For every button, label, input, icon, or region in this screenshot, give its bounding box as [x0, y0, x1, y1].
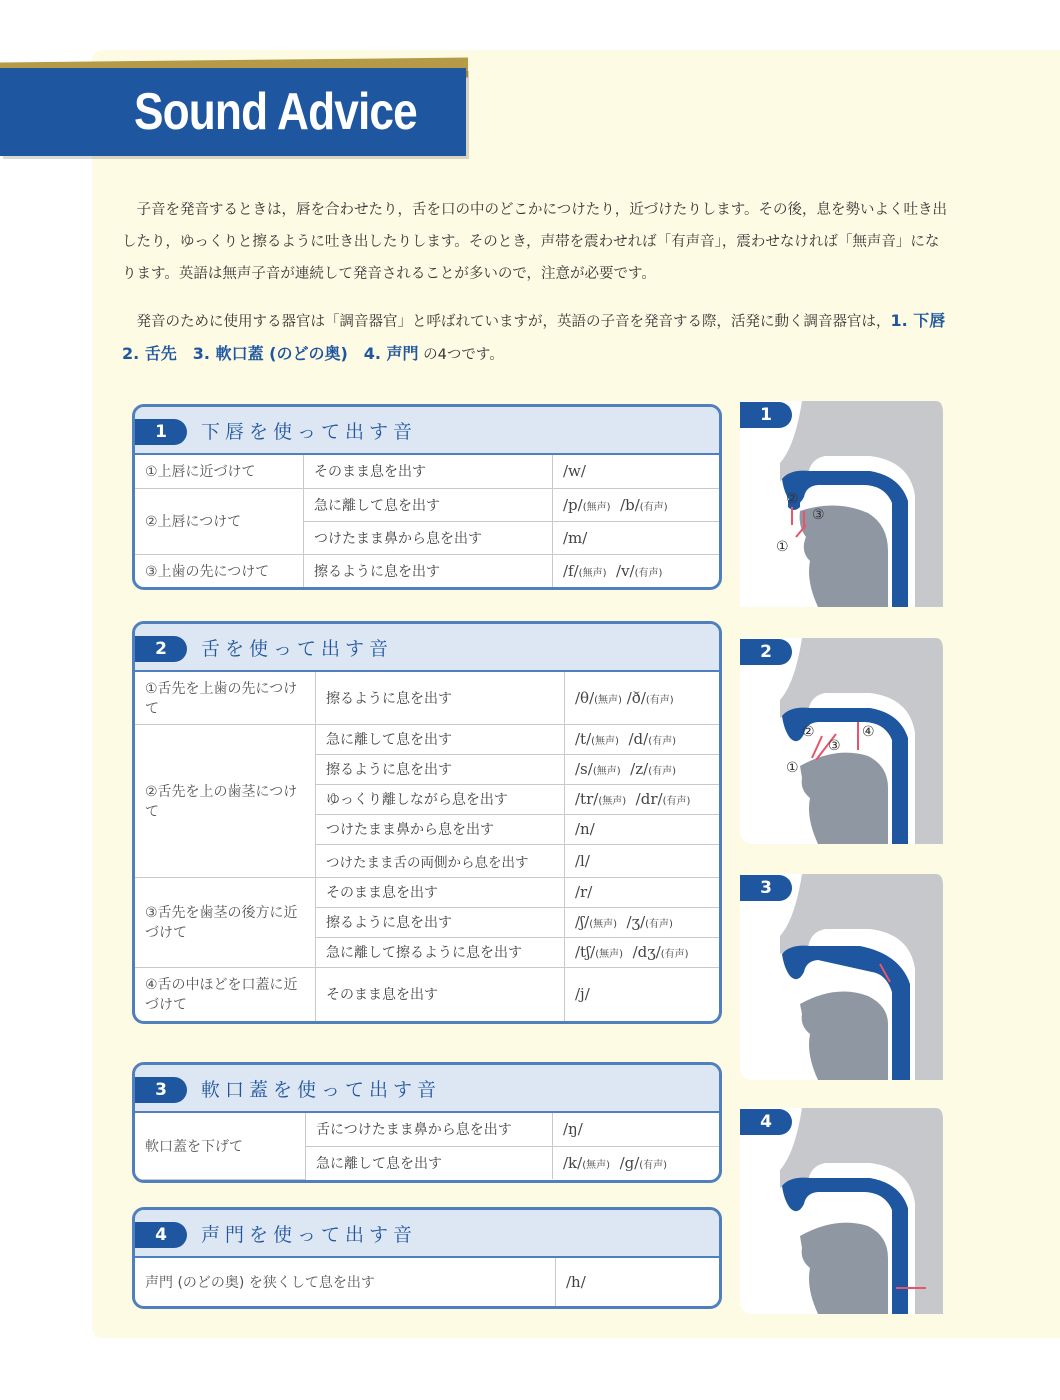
- action-cell: 擦るように息を出す: [316, 907, 565, 937]
- mouth-diagram-soft-palate: [740, 874, 943, 1080]
- marker-4: ④: [862, 724, 875, 740]
- phoneme: /j/: [575, 985, 590, 1004]
- phoneme: /ʃ/: [575, 913, 590, 931]
- phoneme: /k/: [563, 1153, 583, 1172]
- marker-2: ②: [802, 724, 815, 740]
- table-row: [135, 967, 719, 1021]
- phoneme-cell: [553, 1113, 720, 1146]
- voiceless-tag: (無声): [578, 567, 607, 579]
- phoneme-cell: [565, 967, 720, 1021]
- organ-position-cell: 声門 (のどの奥) を狭くして息を出す: [135, 1258, 556, 1306]
- mouth-diagram-lower-lip: [740, 401, 943, 607]
- mouth-diagram-glottis: [740, 1108, 943, 1314]
- action-cell: そのまま息を出す: [316, 967, 565, 1021]
- organ-position-cell: ②舌先を上の歯茎につけて: [135, 724, 316, 877]
- section-title-3: 軟口蓋を使って出す音: [201, 1079, 442, 1101]
- intro-paragraph-1: [122, 194, 952, 290]
- phoneme: /w/: [563, 462, 586, 481]
- voiced-tag: (有声): [660, 949, 689, 960]
- table-row: [135, 488, 719, 521]
- phoneme: /f/: [563, 561, 579, 580]
- marker-3: ③: [812, 507, 825, 523]
- phoneme: /tʃ/: [575, 943, 596, 961]
- voiceless-tag: (無声): [592, 766, 621, 777]
- organ-position-cell: ④舌の中ほどを口蓋に近づけて: [135, 967, 316, 1021]
- section-number-1: 1: [135, 419, 187, 445]
- intro-text-2a: 発音のために使用する器官は「調音器官」と呼ばれていますが，英語の子音を発音する際，活発に動く調音器官は，: [136, 314, 891, 330]
- voiced-tag: (有声): [648, 766, 676, 777]
- section-number-3: 3: [135, 1077, 187, 1103]
- phoneme: /n/: [575, 820, 595, 838]
- table-row: [135, 672, 719, 724]
- action-cell: 舌につけたまま鼻から息を出す: [306, 1113, 553, 1146]
- phoneme: /dʒ/: [632, 943, 661, 961]
- phoneme-cell: [553, 554, 720, 587]
- voiceless-tag: (無声): [582, 1159, 611, 1171]
- voiced-tag: (有声): [639, 1159, 668, 1171]
- voiceless-tag: (無声): [589, 919, 617, 930]
- voiced-tag: (有声): [639, 501, 668, 513]
- organ-position-cell: ①上唇に近づけて: [135, 455, 304, 488]
- action-cell: 急に離して息を出す: [316, 724, 565, 754]
- voiceless-tag: (無声): [582, 501, 611, 513]
- phoneme: /l/: [575, 851, 590, 870]
- phoneme: /tr/: [575, 790, 599, 808]
- phoneme: /t/: [575, 730, 592, 748]
- diagram-number-1: 1: [740, 402, 792, 428]
- section-title-1: 下唇を使って出す音: [201, 421, 418, 443]
- voiced-tag: (有声): [645, 919, 673, 930]
- section-header-2: [135, 624, 719, 672]
- phoneme-cell: [553, 521, 720, 554]
- organ-position-cell: 軟口蓋を下げて: [135, 1113, 306, 1179]
- marker-1: ①: [776, 539, 789, 555]
- section-box-4: [132, 1207, 722, 1309]
- phoneme: /m/: [563, 528, 588, 547]
- intro-text-2: [122, 305, 962, 371]
- diagram-number-4: 4: [740, 1109, 792, 1135]
- section-box-1: [132, 404, 722, 590]
- phoneme: /z/: [630, 760, 649, 778]
- section-title-4: 声門を使って出す音: [201, 1224, 418, 1246]
- marker-3: ③: [828, 738, 841, 754]
- section-number-2: 2: [135, 636, 187, 662]
- action-cell: 急に離して息を出す: [306, 1146, 553, 1179]
- section-header-4: [135, 1210, 719, 1258]
- diagram-number-3: 3: [740, 875, 792, 901]
- voiceless-tag: (無声): [598, 796, 627, 807]
- sound-table-3: [135, 1113, 719, 1180]
- phoneme: /d/: [628, 730, 649, 748]
- action-cell: 擦るように息を出す: [316, 672, 565, 724]
- intro-paragraph-2: [122, 305, 962, 371]
- voiceless-tag: (無声): [591, 736, 619, 747]
- phoneme: /h/: [566, 1273, 586, 1291]
- voiced-tag: (有声): [645, 694, 674, 706]
- phoneme: /dr/: [635, 790, 663, 808]
- phoneme-cell: [556, 1258, 720, 1306]
- phoneme: /v/: [616, 561, 635, 580]
- action-cell: そのまま息を出す: [304, 455, 553, 488]
- voiced-tag: (有声): [648, 736, 677, 747]
- marker-2: ②: [786, 491, 799, 507]
- marker-1: ①: [786, 760, 799, 776]
- phoneme: /ŋ/: [563, 1120, 583, 1139]
- organ-position-cell: ①舌先を上歯の先につけて: [135, 672, 316, 724]
- phoneme: /s/: [575, 760, 593, 778]
- table-row: [135, 1113, 719, 1146]
- phoneme-cell: [553, 1146, 720, 1179]
- section-box-3: [132, 1062, 722, 1183]
- page-title: Sound Advice: [134, 83, 417, 141]
- phoneme: /ʒ/: [626, 913, 646, 931]
- phoneme-cell: [565, 937, 720, 967]
- sound-table-2: [135, 672, 719, 1021]
- action-cell: 急に離して息を出す: [304, 488, 553, 521]
- phoneme-cell: [565, 814, 720, 844]
- organ-position-cell: ②上唇につけて: [135, 488, 304, 554]
- phoneme: /θ/: [575, 688, 595, 707]
- section-title-2: 舌を使って出す音: [201, 638, 394, 660]
- voiced-tag: (有声): [634, 567, 663, 579]
- section-number-4: 4: [135, 1222, 187, 1248]
- table-row: [135, 724, 719, 754]
- table-row: [135, 1258, 719, 1306]
- intro-text-1: 子音を発音するときは，唇を合わせたり，舌を口の中のどこかにつけたり，近づけたりします。その後，息を勢いよく吐き出したり，ゆっくりと擦るように吐き出したりします。そのとき，声帯を震わせれば「有声音」，震わせなければ「無声音」になります。英語は無声子音が連続して発音されることが多いので，注意が必要です。: [122, 202, 948, 282]
- phoneme: /b/: [620, 495, 640, 514]
- phoneme-cell: [565, 724, 720, 754]
- action-cell: ゆっくり離しながら息を出す: [316, 784, 565, 814]
- section-header-1: [135, 407, 719, 455]
- voiced-tag: (有声): [662, 796, 691, 807]
- intro-text-2b: の4つです。: [423, 347, 504, 363]
- phoneme-cell: [565, 754, 720, 784]
- action-cell: そのまま息を出す: [316, 877, 565, 907]
- phoneme-cell: [553, 455, 720, 488]
- phoneme-cell: [565, 784, 720, 814]
- sound-table-1: [135, 455, 719, 587]
- organ-position-cell: ③舌先を歯茎の後方に近づけて: [135, 877, 316, 967]
- phoneme-cell: [565, 672, 720, 724]
- action-cell: 擦るように息を出す: [304, 554, 553, 587]
- phoneme-cell: [565, 844, 720, 877]
- phoneme: /ð/: [626, 688, 646, 707]
- action-cell: 擦るように息を出す: [316, 754, 565, 784]
- table-row: [135, 877, 719, 907]
- voiceless-tag: (無声): [595, 949, 624, 960]
- action-cell: つけたまま舌の両側から息を出す: [316, 844, 565, 877]
- phoneme-cell: [565, 907, 720, 937]
- diagram-number-2: 2: [740, 639, 792, 665]
- organ-list-highlight: 1. 下唇 2. 舌先 3. 軟口蓋 (のどの奥) 4. 声門: [122, 311, 962, 363]
- sound-table-4: [135, 1258, 719, 1306]
- voiceless-tag: (無声): [594, 694, 622, 706]
- organ-position-cell: ③上歯の先につけて: [135, 554, 304, 587]
- section-box-2: [132, 621, 722, 1024]
- table-row: [135, 554, 719, 587]
- section-header-3: [135, 1065, 719, 1113]
- phoneme: /r/: [575, 883, 593, 901]
- phoneme-cell: [565, 877, 720, 907]
- action-cell: つけたまま鼻から息を出す: [304, 521, 553, 554]
- action-cell: 急に離して擦るように息を出す: [316, 937, 565, 967]
- table-row: [135, 455, 719, 488]
- phoneme: /p/: [563, 495, 583, 514]
- action-cell: つけたまま鼻から息を出す: [316, 814, 565, 844]
- mouth-diagram-tongue: [740, 638, 943, 844]
- phoneme-cell: [553, 488, 720, 521]
- phoneme: /g/: [619, 1153, 640, 1172]
